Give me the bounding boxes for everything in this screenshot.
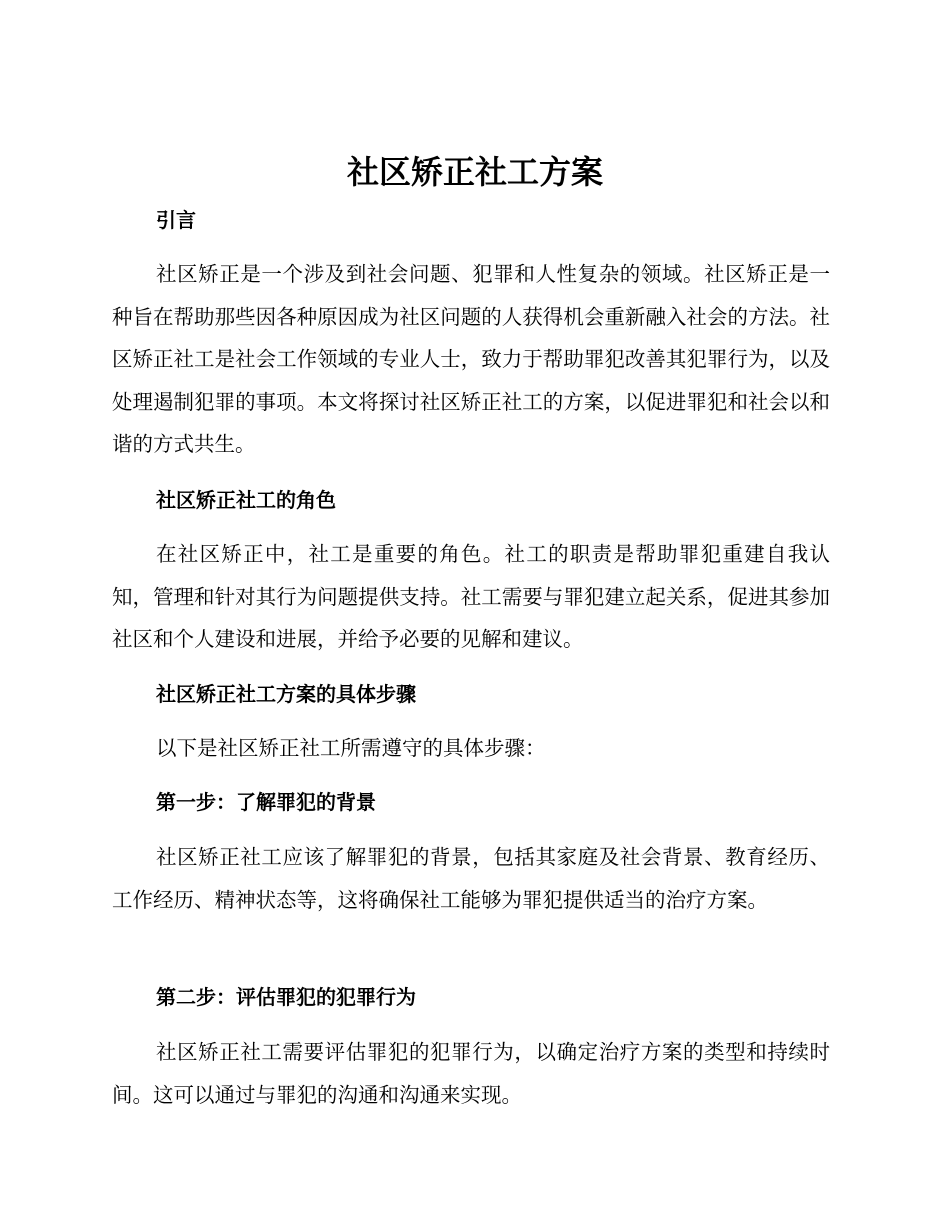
paragraph-step-two: 社区矫正社工需要评估罪犯的犯罪行为，以确定治疗方案的类型和持续时间。这可以通过与罪犯的沟通和沟通来实现。 bbox=[112, 1040, 830, 1107]
section-heading-intro: 引言 bbox=[156, 208, 196, 232]
paragraph-steps-intro: 以下是社区矫正社工所需遵守的具体步骤： bbox=[156, 736, 546, 760]
document-title: 社区矫正社工方案 bbox=[346, 153, 603, 191]
section-heading-step-two: 第二步：评估罪犯的犯罪行为 bbox=[156, 985, 416, 1009]
section-heading-step-one: 第一步：了解罪犯的背景 bbox=[156, 790, 376, 814]
paragraph-role: 在社区矫正中，社工是重要的角色。社工的职责是帮助罪犯重建自我认知，管理和针对其行为问题提供支持。社工需要与罪犯建立起关系，促进其参加社区和个人建设和进展，并给予必要的见解和建议。 bbox=[112, 542, 830, 651]
section-heading-role: 社区矫正社工的角色 bbox=[156, 488, 336, 512]
section-heading-steps: 社区矫正社工方案的具体步骤 bbox=[156, 682, 416, 706]
paragraph-step-one: 社区矫正社工应该了解罪犯的背景，包括其家庭及社会背景、教育经历、工作经历、精神状态等，这将确保社工能够为罪犯提供适当的治疗方案。 bbox=[112, 845, 830, 912]
paragraph-intro: 社区矫正是一个涉及到社会问题、犯罪和人性复杂的领域。社区矫正是一种旨在帮助那些因各种原因成为社区问题的人获得机会重新融入社会的方法。社区矫正社工是社会工作领域的专业人士，致力于帮助罪犯改善其犯罪行为，以及处理遏制犯罪的事项。本文将探讨社区矫正社工的方案，以促进罪犯和社会以和谐的方式共生。 bbox=[112, 262, 830, 456]
